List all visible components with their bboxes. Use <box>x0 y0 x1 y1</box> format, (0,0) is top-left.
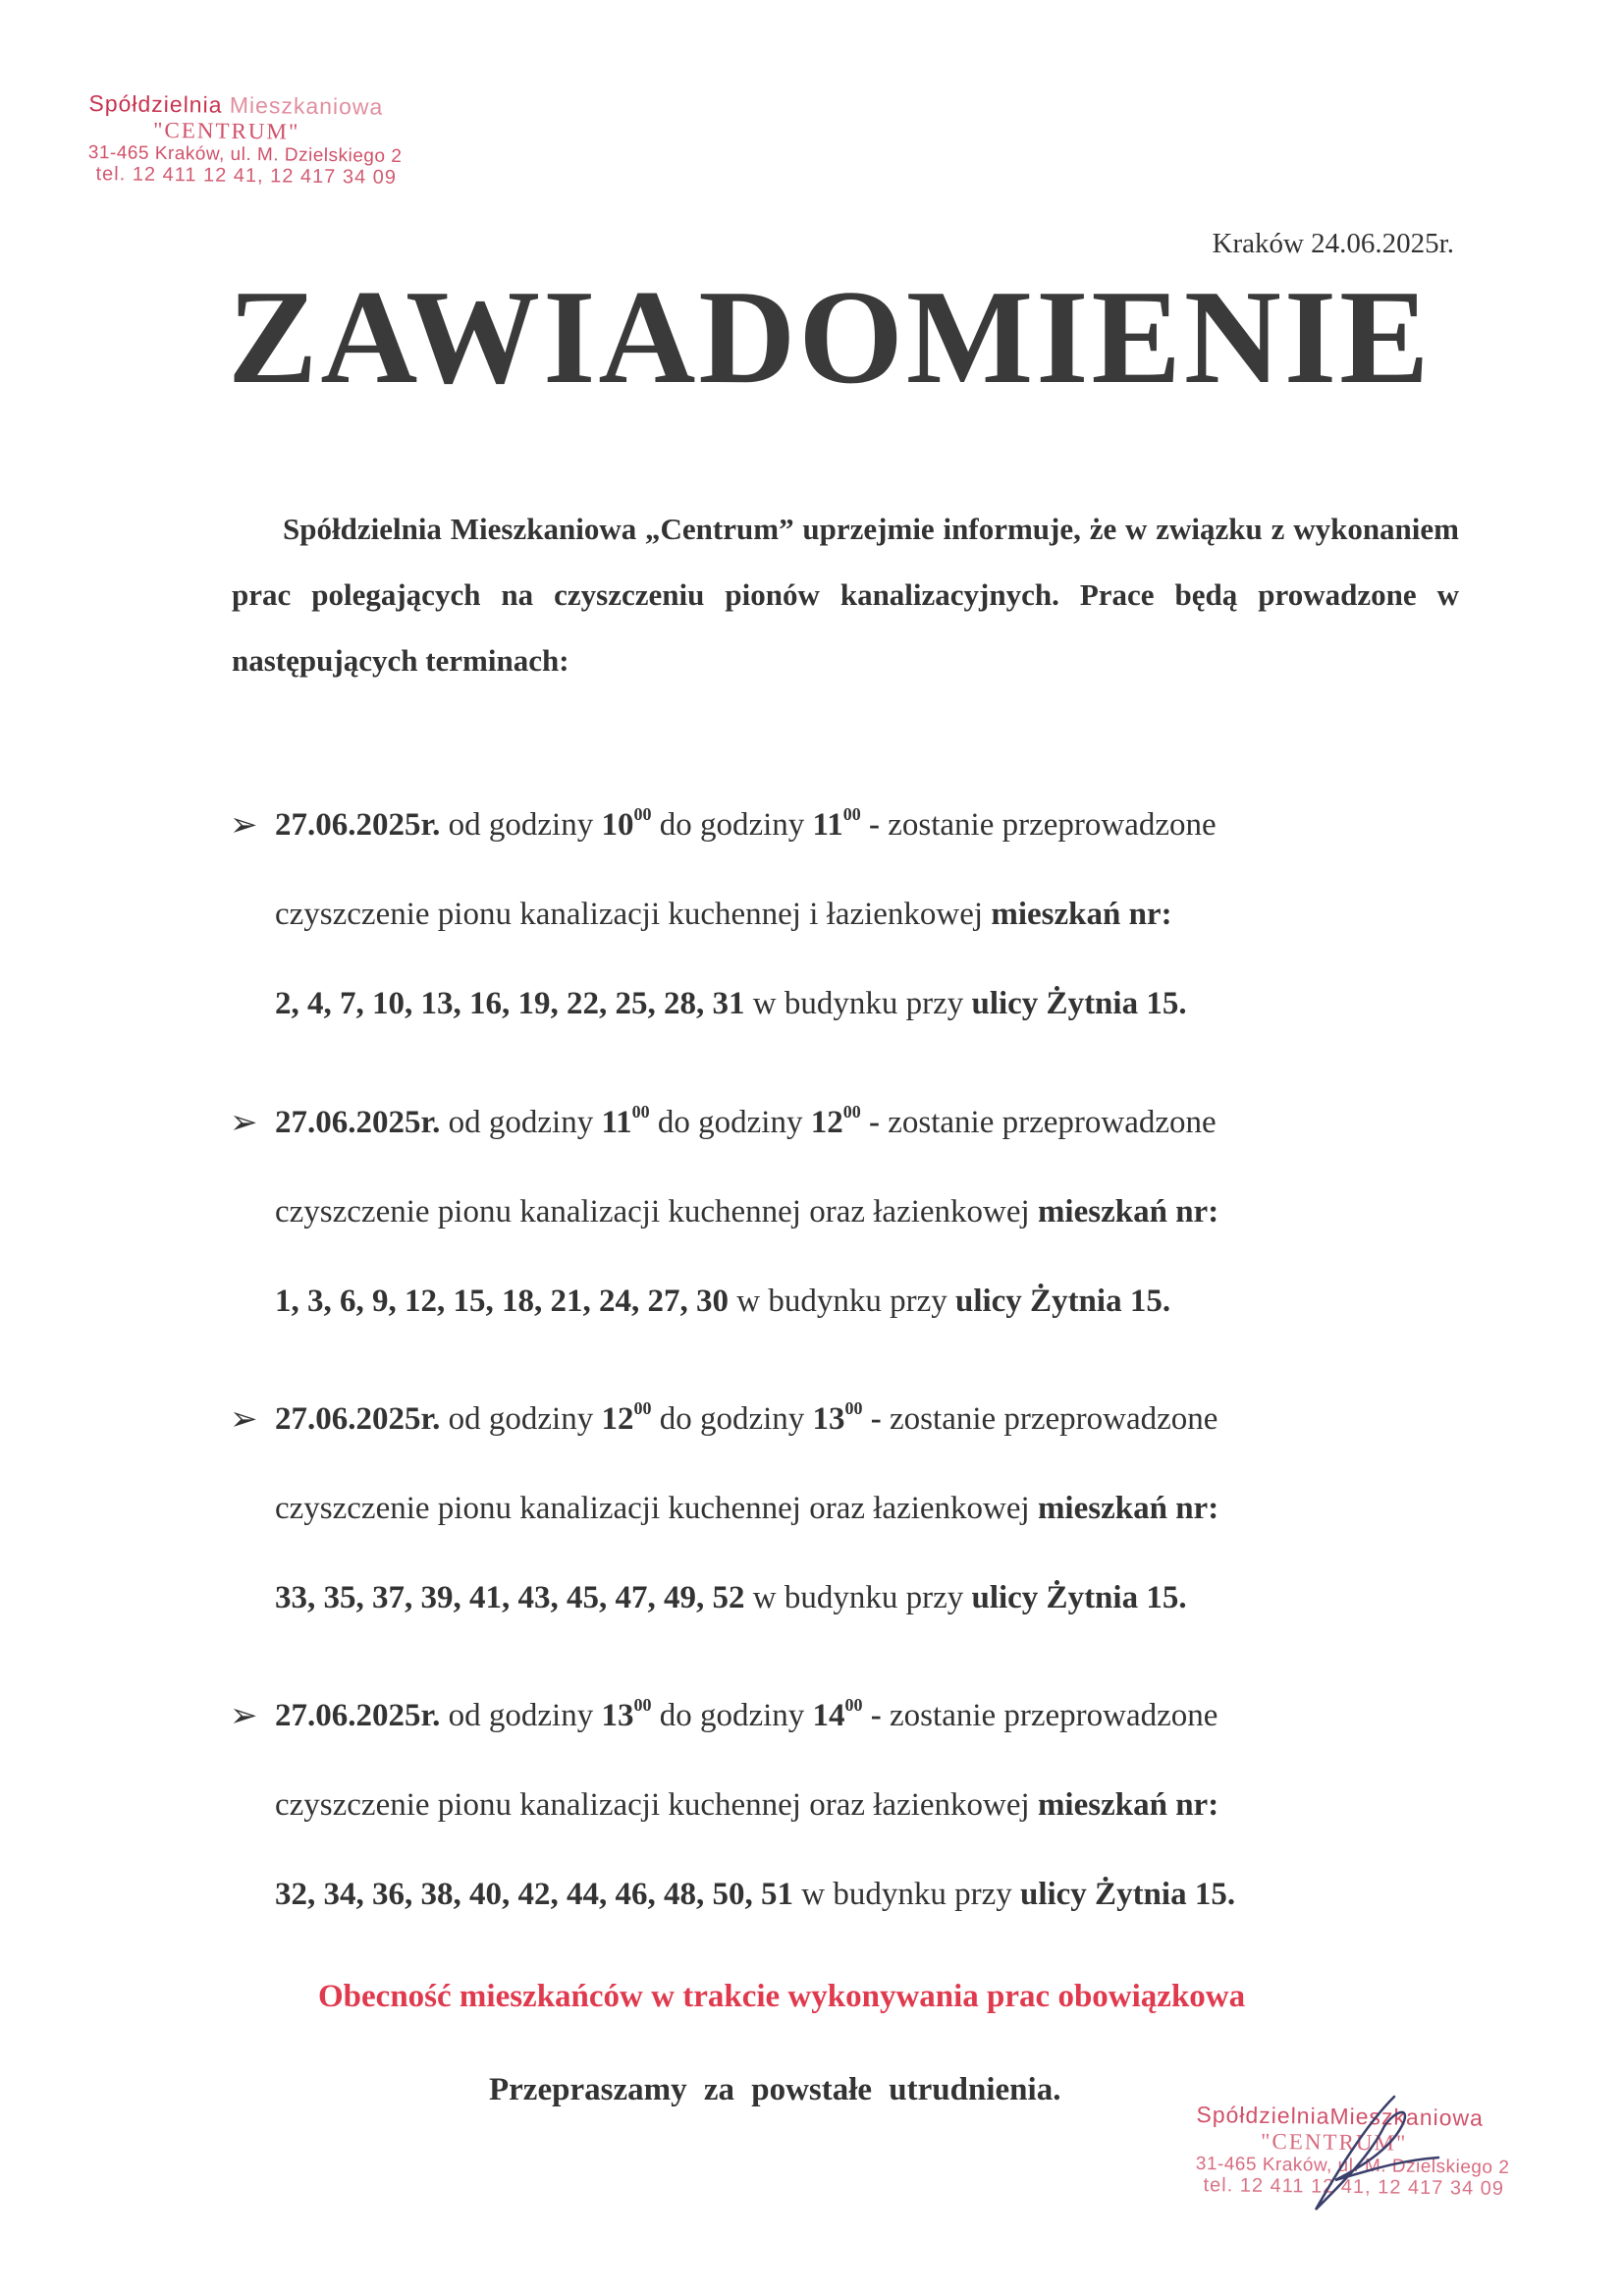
end-hour: 12 <box>810 1105 843 1140</box>
building-label: w budynku przy <box>752 986 964 1021</box>
start-minutes: 00 <box>631 1102 650 1121</box>
action-text: zostanie przeprowadzone <box>888 1105 1217 1140</box>
place-and-date: Kraków 24.06.2025r. <box>1212 228 1454 259</box>
to-label: do godziny <box>659 1401 805 1437</box>
end-hour: 11 <box>812 807 843 843</box>
end-hour: 14 <box>812 1698 845 1733</box>
street-name: ulicy Żytnia 15. <box>954 1284 1171 1319</box>
document-title: ZAWIADOMIENIE <box>228 262 1433 411</box>
scope-text: czyszczenie pionu kanalizacji kuchennej oraz łazienkowej <box>275 1194 1030 1230</box>
start-minutes: 00 <box>633 1695 652 1715</box>
stamp-address: 31-465 Kraków, ul. M. Dzielskiego 2 <box>1195 2153 1510 2178</box>
start-minutes: 00 <box>633 1398 652 1418</box>
apartments-label: mieszkań nr: <box>1037 1491 1219 1526</box>
end-hour: 13 <box>812 1401 845 1437</box>
schedule-line-apartments <box>275 1272 1170 1331</box>
from-label: od godziny <box>448 1105 594 1140</box>
schedule-line-time <box>275 795 1217 854</box>
schedule-date: 27.06.2025r. <box>275 1401 441 1437</box>
end-minutes: 00 <box>844 1398 863 1418</box>
apartment-numbers: 33, 35, 37, 39, 41, 43, 45, 47, 49, 52 <box>275 1580 745 1615</box>
stamp-name-2: Mieszkaniowa <box>1329 2103 1485 2131</box>
street-name: ulicy Żytnia 15. <box>971 1580 1187 1615</box>
separator: - <box>870 1698 882 1733</box>
end-minutes: 00 <box>842 804 861 824</box>
schedule-line-apartments <box>275 1865 1235 1924</box>
start-hour: 13 <box>601 1698 634 1733</box>
schedule-line-apartments <box>275 1568 1187 1627</box>
intro-paragraph: Spółdzielnia Mieszkaniowa „Centrum” uprzejmie informuje, że w związku z wykonaniem prac polegających na czyszczeniu pionów kanalizacyjnych. Prace będą prowadzone w następujących terminach: <box>232 512 1459 678</box>
from-label: od godziny <box>448 1698 594 1733</box>
street-name: ulicy Żytnia 15. <box>971 986 1187 1021</box>
from-label: od godziny <box>448 1401 594 1437</box>
start-hour: 11 <box>601 1105 632 1140</box>
apartments-label: mieszkań nr: <box>991 897 1172 932</box>
scope-text: czyszczenie pionu kanalizacji kuchennej oraz łazienkowej <box>275 1491 1030 1526</box>
schedule-line-time <box>275 1390 1217 1449</box>
start-hour: 10 <box>601 807 634 843</box>
arrowhead-bullet-icon: ➢ <box>230 1399 258 1439</box>
separator: - <box>868 1105 880 1140</box>
building-label: w budynku przy <box>801 1877 1012 1912</box>
apartment-numbers: 1, 3, 6, 9, 12, 15, 18, 21, 24, 27, 30 <box>275 1284 729 1319</box>
stamp-phone: tel. 12 411 12 41, 12 417 34 09 <box>95 162 398 189</box>
building-label: w budynku przy <box>736 1284 947 1319</box>
from-label: od godziny <box>448 807 594 843</box>
stamp-brand: "CENTRUM" <box>152 117 300 144</box>
apartment-numbers: 2, 4, 7, 10, 13, 16, 19, 22, 25, 28, 31 <box>275 986 745 1021</box>
end-minutes: 00 <box>842 1102 861 1121</box>
scope-text: czyszczenie pionu kanalizacji kuchennej i łazienkowej <box>275 897 984 932</box>
scope-text: czyszczenie pionu kanalizacji kuchennej oraz łazienkowej <box>275 1787 1030 1823</box>
separator: - <box>870 1401 882 1437</box>
stamp-phone: tel. 12 411 12 41, 12 417 34 09 <box>1203 2173 1505 2200</box>
action-text: zostanie przeprowadzone <box>888 807 1217 843</box>
stamp-name-1: Spółdzielnia <box>1196 2102 1330 2129</box>
apartments-label: mieszkań nr: <box>1037 1194 1219 1230</box>
to-label: do godziny <box>659 1698 805 1733</box>
schedule-line-scope <box>275 1479 1218 1538</box>
arrowhead-bullet-icon: ➢ <box>230 805 258 845</box>
start-minutes: 00 <box>633 804 652 824</box>
action-text: zostanie przeprowadzone <box>890 1698 1218 1733</box>
to-label: do godziny <box>657 1105 803 1140</box>
schedule-date: 27.06.2025r. <box>275 1105 441 1140</box>
attendance-notice: Obecność mieszkańców w trakcie wykonywania prac obowiązkowa <box>318 1979 1246 2014</box>
street-name: ulicy Żytnia 15. <box>1019 1877 1236 1912</box>
separator: - <box>868 807 880 843</box>
schedule-line-scope <box>275 1182 1218 1241</box>
end-minutes: 00 <box>844 1695 863 1715</box>
schedule-line-scope <box>275 1776 1218 1834</box>
schedule-date: 27.06.2025r. <box>275 1698 441 1733</box>
apartments-label: mieszkań nr: <box>1037 1787 1219 1823</box>
apology-text: Przepraszamy za powstałe utrudnienia. <box>489 2072 1061 2107</box>
schedule-line-time <box>275 1686 1217 1745</box>
schedule-line-time <box>275 1093 1217 1152</box>
arrowhead-bullet-icon: ➢ <box>230 1103 258 1142</box>
building-label: w budynku przy <box>752 1580 964 1615</box>
schedule-line-apartments <box>275 974 1187 1033</box>
schedule-line-scope <box>275 885 1172 944</box>
apartment-numbers: 32, 34, 36, 38, 40, 42, 44, 46, 48, 50, 51 <box>275 1877 793 1912</box>
schedule-date: 27.06.2025r. <box>275 807 441 843</box>
stamp-address: 31-465 Kraków, ul. M. Dzielskiego 2 <box>87 141 403 167</box>
stamp-name-2: Mieszkaniowa <box>229 91 384 120</box>
stamp-brand: "CENTRUM" <box>1260 2128 1408 2156</box>
action-text: zostanie przeprowadzone <box>890 1401 1218 1437</box>
signature-icon <box>1276 2087 1453 2224</box>
stamp-name-1: Spółdzielnia <box>88 90 223 118</box>
cooperative-stamp-top <box>87 91 403 189</box>
start-hour: 12 <box>601 1401 634 1437</box>
arrowhead-bullet-icon: ➢ <box>230 1696 258 1735</box>
to-label: do godziny <box>659 807 805 843</box>
